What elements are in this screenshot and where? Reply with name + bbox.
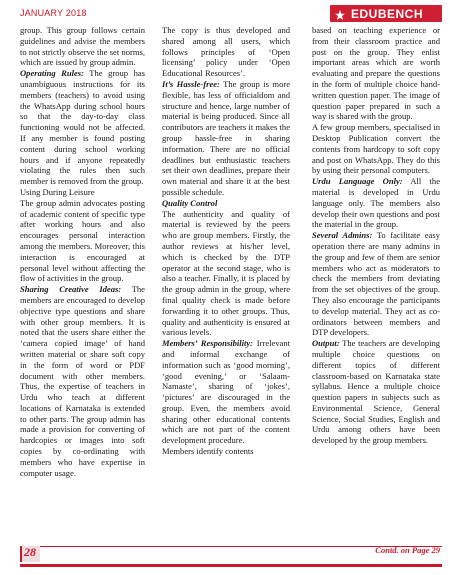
subheading: Output: [312,338,340,349]
footer-rule [40,546,442,562]
brand-emblem-icon [334,8,346,20]
paragraph: The copy is thus developed and shared among all users, which follows principles of ‘Open licensing’ policy under ‘Open Educational Resources’. [162,25,290,79]
paragraph: It’s Hassle-free: The group is more flexible, has less of officialdom and structure and hence, large number of material is being produced. Since all contributors are teachers it makes the group hassle-free in sharing information. There are no official deadlines but enthusiastic teachers set their own deadlines, prepare their own material and share it at the best possible schedule. [162,78,290,197]
paragraph: Urdu Language Only: All the material is developed in Urdu language only. The members also develop their own questions and post the material in the group. [312,176,440,230]
subheading: Urdu Language Only: [312,176,403,187]
article-column-3 [312,25,440,446]
subheading: Quality Control [162,197,218,208]
subheading: Using During Leisure [20,186,95,197]
subheading: It’s Hassle-free: [162,78,220,89]
page-number: 28 [24,545,36,559]
subheading: Members’ Responsibility: [162,338,253,349]
subheading: Operating Rules: [20,68,84,79]
paragraph: group. This group follows certain guidelines and advise the members to not strictly observe the set norms, which are issued by group admin. [20,25,145,68]
footer-bar [20,564,442,567]
paragraph: The group admin advocates posting of academic content of specific type after working hours and also encourages personal interaction among the members. Moreover, this interaction is encouraged at personal level without affecting the flow of activities in the group. [20,197,145,284]
paragraph: Several Admins: To facilitate easy operation there are many admins in the group and few of them are senior members who act as moderators to check the members from deviating from the set objectives of the group. They also encourage the participants to develop material. They act as co-ordinators between members and DTP developers. [312,230,440,338]
article-column-1 [20,25,145,478]
paragraph: Members’ Responsibility: Irrelevant and informal exchange of information such as ‘good morning’, ‘good evening,’ or ‘Salaam-Namaste’, sharing of ‘jokes’, ‘pictures’ are discouraged in the group. Even, the members avoid sharing other educational contents which are not part of the content development procedure. [162,338,291,446]
page-header [0,0,450,24]
paragraph: Members identify contents [162,446,254,457]
issue-date: JANUARY 2018 [20,8,87,18]
page-footer [0,538,450,575]
article-column-2 [162,25,290,457]
paragraph: Sharing Creative Ideas: The members are encouraged to develop objective type questions and share with other group members. It is noted that the users share either the ‘camera copied image’ of hand written material or share soft copy in the form of word or PDF document with other members. Thus, the expertise of teachers in Urdu who teach at different locations of Karnataka is extended to other parts. The group admin has made a provision for converting of hardcopies or images into soft copies by co-ordinating with members who have expertise in computer usage. [20,284,145,478]
paragraph: Output: The teachers are developing multiple choice questions on different topics of different classroom-based on Karnataka state syllabus. Hence a multiple choice question papers in subjects such as Environmental Science, General Science, Social Studies, English and Urdu among others have been developed by the group members. [312,338,440,446]
paragraph: based on teaching experience or from their classroom practice and post on the group. They enlist important areas which are worth evaluating and prepare the questions in the form of multiple choice hand-written question paper. The image of question paper prepared in such a way is shared with the group. [312,25,440,122]
subheading: Several Admins: [312,230,373,241]
brand-logo [330,5,442,22]
paragraph: A few group members, specialised in Desktop Publication convert the contents from hardcopy to soft copy and post on WhatsApp. They do this by using their personal computers. [312,122,440,176]
paragraph: Operating Rules: The group has unambiguous instructions for its members (teachers) to avoid using the WhatsApp during school hours so that the day-to-day class functioning would not be affected. If any member is found posting content during school working hours and if anyone repeatedly violating the rules then such member is removed from the group. [20,68,145,187]
continued-link[interactable]: Contd. on Page 29 [375,545,440,555]
subheading: Sharing Creative Ideas: [20,284,122,295]
brand-name: EDUBENCH [351,6,424,21]
paragraph: The authenticity and quality of material is reviewed by the peers who are group members. Firstly, the author reviews at his/her level, which is checked by the DTP operator at the second stage, who is also a teacher. Finally, it is placed by the group admin in the group, where final quality check is made before forwarding it to other groups. Thus, quality and authenticity is ensured at various levels. [162,208,290,338]
